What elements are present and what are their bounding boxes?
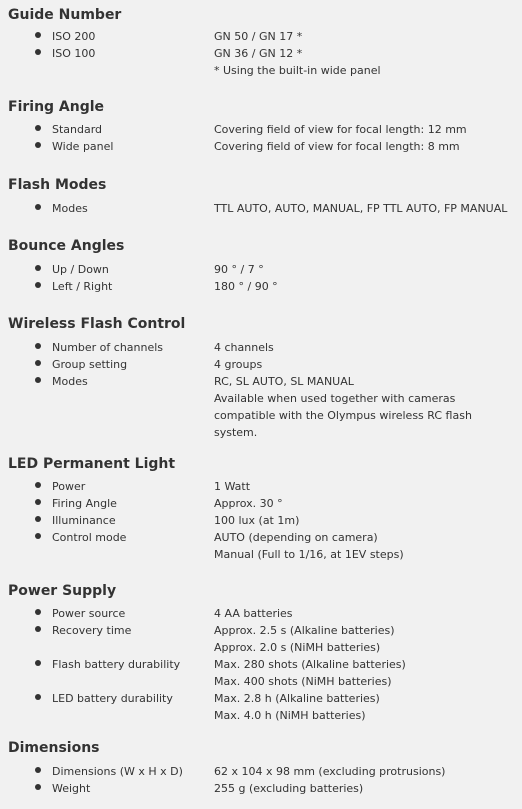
- spec-row: [0, 529, 522, 563]
- spec-row: [0, 780, 522, 797]
- spec-label: Group setting: [52, 358, 128, 371]
- bullet-icon: [35, 32, 41, 38]
- bullet-icon: [35, 784, 41, 790]
- spec-value: 180 ° / 90 °: [214, 280, 278, 293]
- spec-row: [0, 339, 522, 356]
- section-title: Flash Modes: [8, 177, 107, 193]
- spec-row: [0, 121, 522, 138]
- spec-value: GN 50 / GN 17 *: [214, 30, 303, 43]
- spec-label: Standard: [52, 123, 103, 136]
- spec-row: [0, 45, 522, 79]
- spec-value: 4 channels: [214, 341, 274, 354]
- spec-label: Power: [52, 480, 86, 493]
- section-title: Guide Number: [8, 7, 122, 23]
- spec-label: Illuminance: [52, 514, 116, 527]
- spec-label: Power source: [52, 607, 126, 620]
- spec-label: Dimensions (W x H x D): [52, 765, 183, 778]
- spec-row: [0, 605, 522, 622]
- spec-value: Max. 2.8 h (Alkaline batteries): [214, 692, 380, 705]
- spec-value: 4 AA batteries: [214, 607, 293, 620]
- section-title: Bounce Angles: [8, 238, 125, 254]
- spec-note: Max. 4.0 h (NiMH batteries): [214, 709, 366, 722]
- spec-value: 255 g (excluding batteries): [214, 782, 364, 795]
- spec-label: Up / Down: [52, 263, 109, 276]
- spec-note: * Using the built-in wide panel: [214, 64, 381, 77]
- spec-row: [0, 656, 522, 690]
- bullet-icon: [35, 482, 41, 488]
- spec-row: [0, 373, 522, 441]
- section-title: Dimensions: [8, 740, 100, 756]
- spec-label: Modes: [52, 202, 88, 215]
- bullet-icon: [35, 660, 41, 666]
- spec-label: ISO 100: [52, 47, 96, 60]
- bullet-icon: [35, 49, 41, 55]
- section-title: Firing Angle: [8, 99, 105, 115]
- spec-label: Flash battery durability: [52, 658, 181, 671]
- spec-label: Left / Right: [52, 280, 113, 293]
- spec-value: 100 lux (at 1m): [214, 514, 300, 527]
- spec-value: 4 groups: [214, 358, 263, 371]
- spec-label: Control mode: [52, 531, 127, 544]
- spec-value: Covering field of view for focal length: 12 mm: [214, 123, 467, 136]
- bullet-icon: [35, 694, 41, 700]
- spec-value: AUTO (depending on camera): [214, 531, 378, 544]
- spec-row: [0, 261, 522, 278]
- spec-label: Number of channels: [52, 341, 164, 354]
- spec-label: LED battery durability: [52, 692, 173, 705]
- spec-label: ISO 200: [52, 30, 96, 43]
- bullet-icon: [35, 626, 41, 632]
- bullet-icon: [35, 265, 41, 271]
- spec-row: [0, 356, 522, 373]
- spec-value: Covering field of view for focal length: 8 mm: [214, 140, 460, 153]
- spec-value: Approx. 30 °: [214, 497, 283, 510]
- spec-note: Manual (Full to 1/16, at 1EV steps): [214, 548, 404, 561]
- spec-row: [0, 622, 522, 656]
- bullet-icon: [35, 377, 41, 383]
- spec-row: [0, 690, 522, 724]
- bullet-icon: [35, 204, 41, 210]
- spec-row: [0, 200, 522, 217]
- spec-note: Max. 400 shots (NiMH batteries): [214, 675, 392, 688]
- spec-value: 62 x 104 x 98 mm (excluding protrusions): [214, 765, 446, 778]
- spec-row: [0, 512, 522, 529]
- bullet-icon: [35, 343, 41, 349]
- bullet-icon: [35, 516, 41, 522]
- bullet-icon: [35, 767, 41, 773]
- section-title: LED Permanent Light: [8, 456, 176, 472]
- spec-row: [0, 138, 522, 155]
- spec-label: Modes: [52, 375, 88, 388]
- spec-value: TTL AUTO, AUTO, MANUAL, FP TTL AUTO, FP MANUAL: [214, 202, 508, 215]
- spec-row: [0, 495, 522, 512]
- bullet-icon: [35, 282, 41, 288]
- spec-value: Max. 280 shots (Alkaline batteries): [214, 658, 406, 671]
- bullet-icon: [35, 360, 41, 366]
- spec-value: Approx. 2.5 s (Alkaline batteries): [214, 624, 395, 637]
- spec-label: Weight: [52, 782, 91, 795]
- bullet-icon: [35, 499, 41, 505]
- spec-label: Firing Angle: [52, 497, 117, 510]
- spec-note: Approx. 2.0 s (NiMH batteries): [214, 641, 381, 654]
- spec-note: Available when used together with cameras: [214, 392, 456, 405]
- spec-value: GN 36 / GN 12 *: [214, 47, 303, 60]
- spec-label: Recovery time: [52, 624, 132, 637]
- section-title: Wireless Flash Control: [8, 316, 186, 332]
- section-title: Power Supply: [8, 583, 117, 599]
- spec-note: system.: [214, 426, 258, 439]
- spec-value: 1 Watt: [214, 480, 251, 493]
- spec-row: [0, 763, 522, 780]
- bullet-icon: [35, 533, 41, 539]
- spec-row: [0, 28, 522, 45]
- bullet-icon: [35, 142, 41, 148]
- bullet-icon: [35, 125, 41, 131]
- spec-note: compatible with the Olympus wireless RC flash: [214, 409, 472, 422]
- spec-value: RC, SL AUTO, SL MANUAL: [214, 375, 354, 388]
- spec-label: Wide panel: [52, 140, 114, 153]
- spec-value: 90 ° / 7 °: [214, 263, 264, 276]
- bullet-icon: [35, 609, 41, 615]
- spec-row: [0, 278, 522, 295]
- spec-row: [0, 478, 522, 495]
